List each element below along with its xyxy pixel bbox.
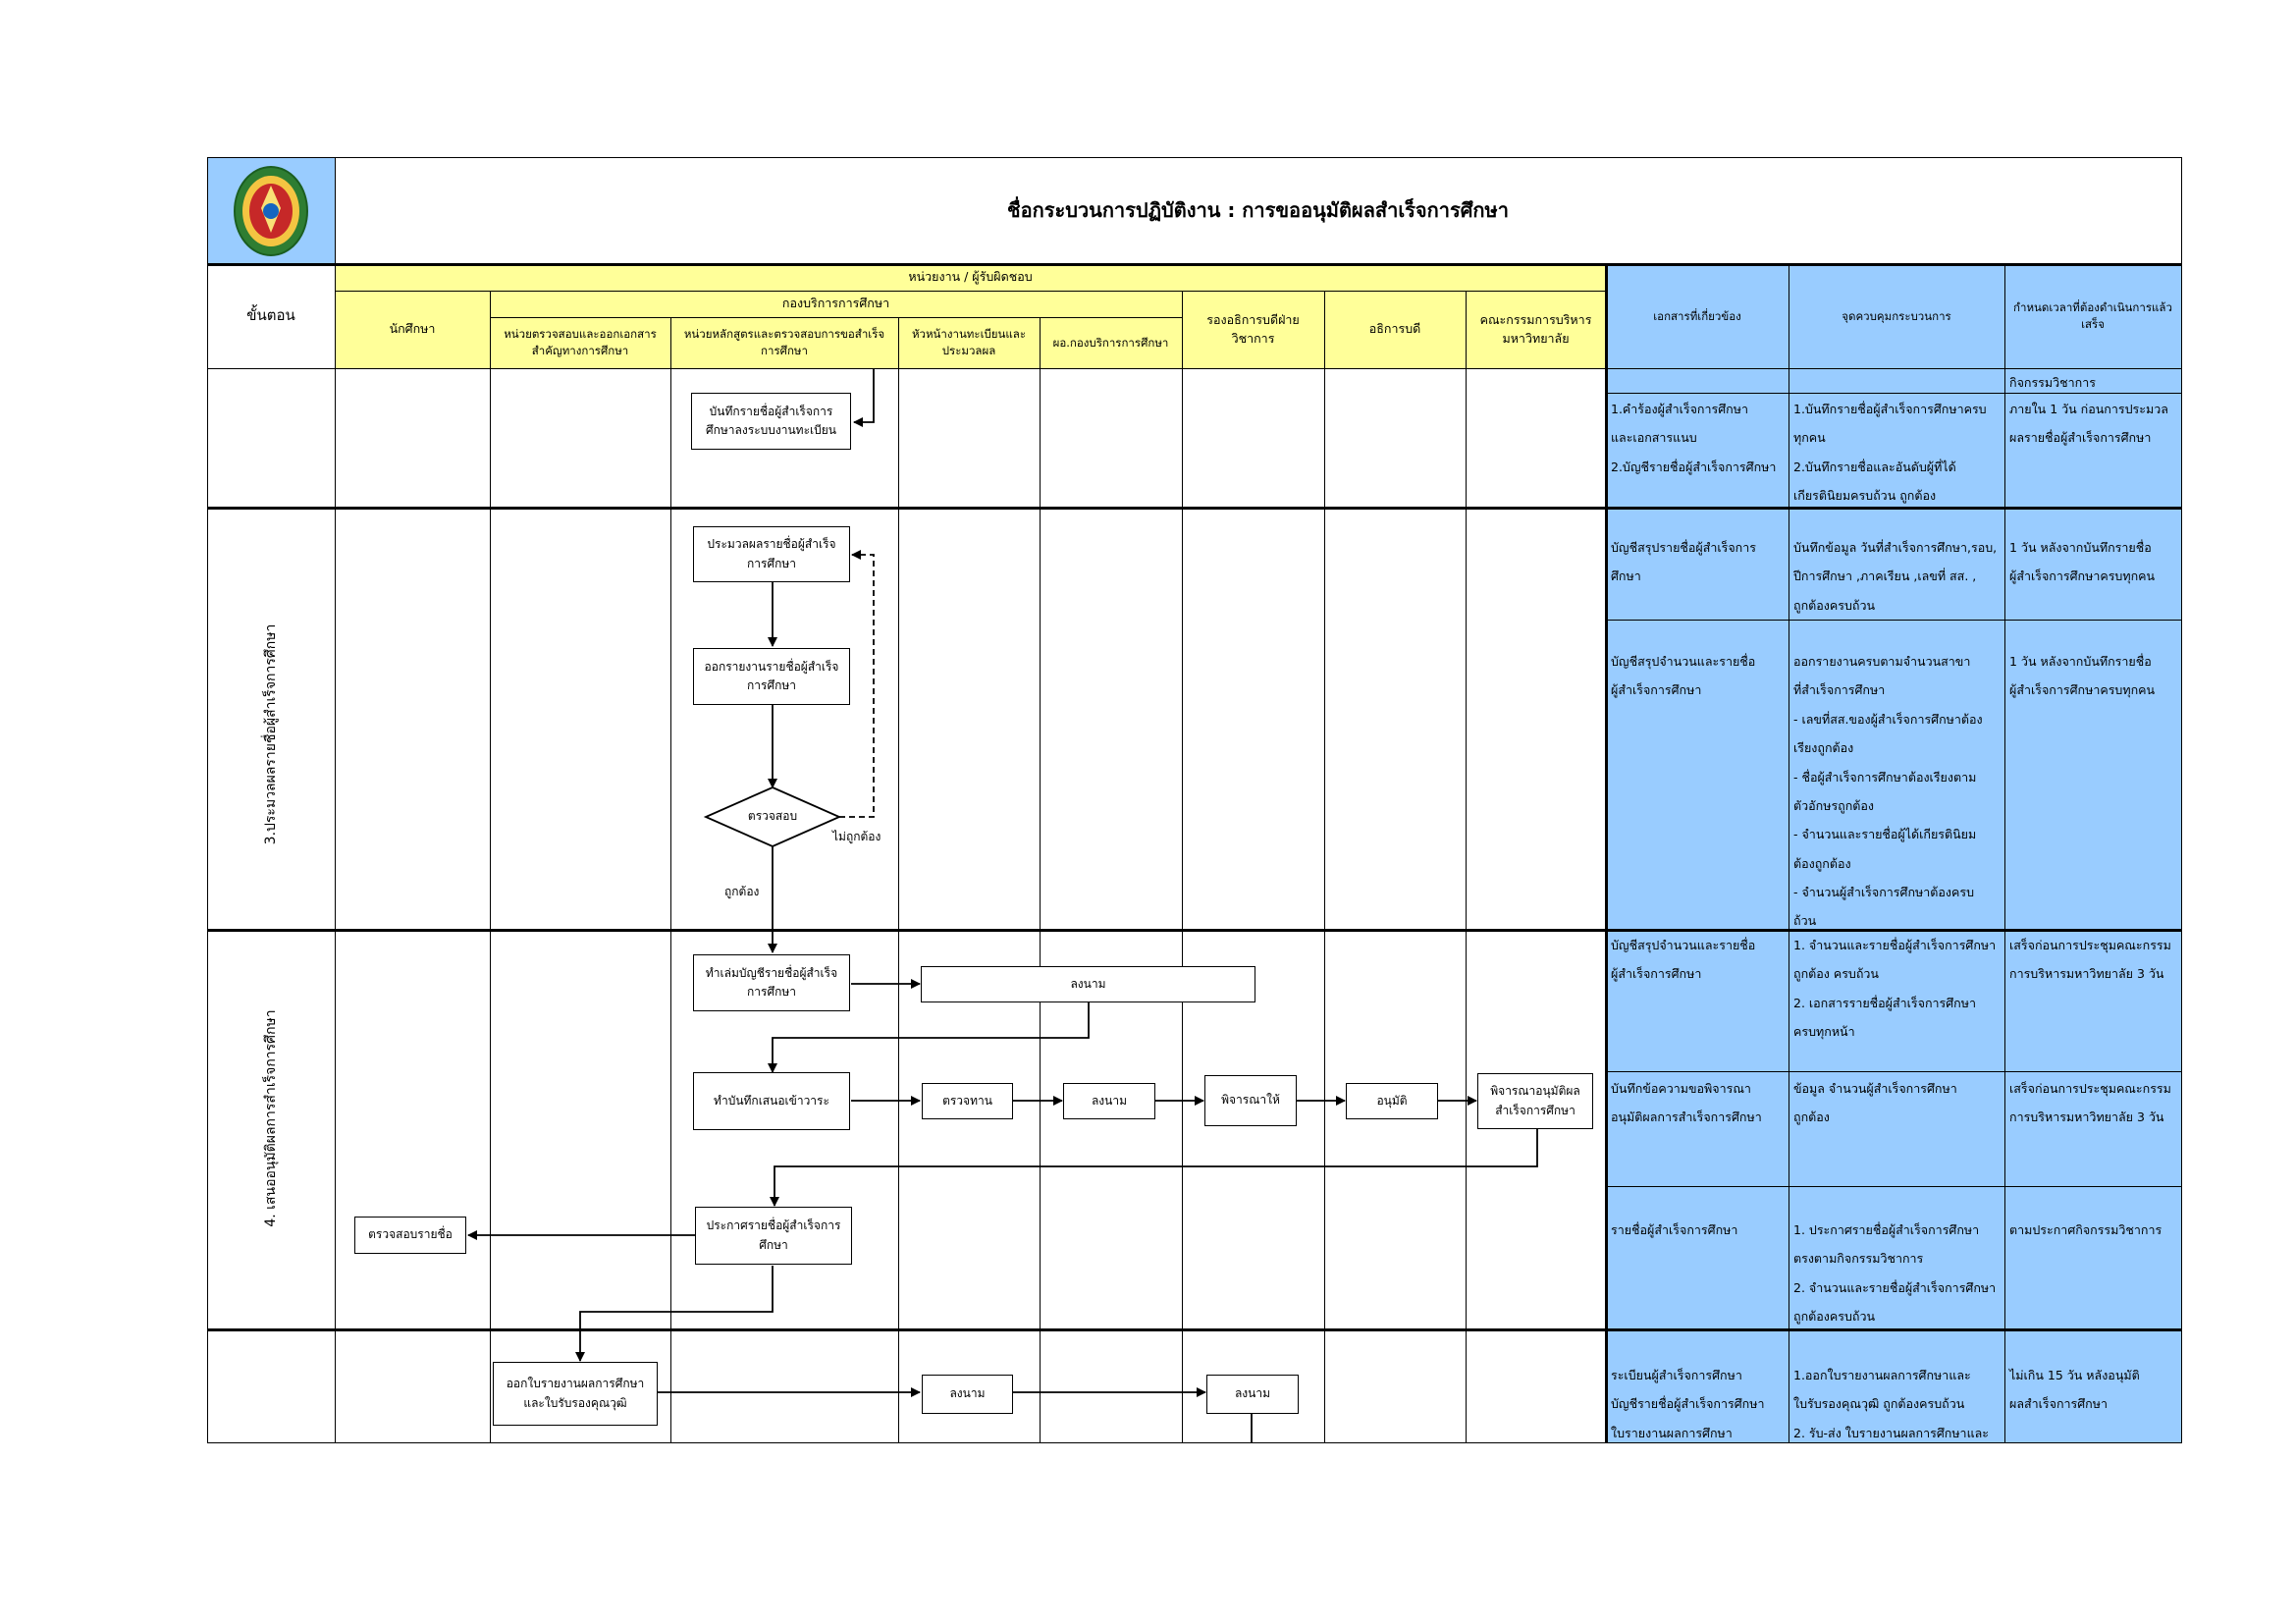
connector-sign1-to-memo [773,1001,1089,1072]
row2-time: 1 วัน หลังจากบันทึกรายชื่อ ผู้สำเร็จการศึกษาครบทุกคน [2009,540,2156,584]
step3-label: 3.ประมวลผลรายชื่อผู้สำเร็จการศึกษา [263,623,279,845]
row4-docs: บัญชีสรุปจำนวนและรายชื่อ ผู้สำเร็จการศึกษา [1611,938,1756,982]
connector-entry [854,368,874,422]
make-memo-box: ทำบันทึกเสนอเข้าวาระ [693,1072,850,1130]
row1-time: ภายใน 1 วัน ก่อนการประมวล ผลรายชื่อผู้สำเร็จการศึกษา [2009,402,2168,446]
topic-row-label: กิจกรรมวิชาการ [2009,375,2096,390]
row1-control: 1.บันทึกรายชื่อผู้สำเร็จการศึกษาครบ ทุกคน 2.บันทึกรายชื่อและอันดับผู้ที่ได้ เกียรตินิยมครบถ้วน ถูกต้อง [1793,402,1987,504]
issue-transcript-box: ออกใบรายงานผลการศึกษาและใบรับรองคุณวุฒิ [493,1362,658,1426]
col-sub-4-header: ผอ.กองบริการการศึกษา [1040,317,1182,368]
review-box: ตรวจทาน [922,1083,1013,1119]
sign-3-box: ลงนาม [922,1375,1013,1414]
approve-box: อนุมัติ [1346,1083,1438,1119]
col-vp-header: รองอธิการบดีฝ่ายวิชาการ [1182,291,1324,368]
row5-time: เสร็จก่อนการประชุมคณะกรรม การบริหารมหาวิทยาลัย 3 วัน [2009,1081,2171,1125]
row7-control: 1.ออกใบรายงานผลการศึกษาและ ใบรับรองคุณวุฒิ ถูกต้องครบถ้วน 2. รับ-ส่ง ใบรายงานผลการศึกษาและ [1793,1368,1990,1440]
row3-control: ออกรายงานครบตามจำนวนสาขา ที่สำเร็จการศึกษา - เลขที่สส.ของผู้สำเร็จการศึกษาต้อง เรียงถูกต้อง - ชื่อผู้สำเร็จการศึกษาต้องเรียงตาม ตัวอักษรถูกต้อง - จำนวนและรายชื่อผู้ได้เกียรตินิยม ต้องถูกต้อง - จำนวนผู้สำเร็จการศึกษาต้องครบ ถ้วน [1793,654,1983,929]
page-title: ชื่อกระบวนการปฏิบัติงาน : การขออนุมัติผลสำเร็จการศึกษา [1007,198,1509,222]
row2-docs: บัญชีสรุปรายชื่อผู้สำเร็จการ ศึกษา [1611,540,1756,584]
row7-docs: ระเบียนผู้สำเร็จการศึกษา บัญชีรายชื่อผู้สำเร็จการศึกษา ใบรายงานผลการศึกษา [1611,1368,1765,1440]
sign-1-box: ลงนาม [921,966,1255,1002]
consider-box: พิจารณาให้ [1204,1075,1297,1126]
issue-report-box: ออกรายงานรายชื่อผู้สำเร็จการศึกษา [693,648,850,705]
col-president-header: อธิการบดี [1324,291,1466,368]
col-step-header: ขั้นตอน [246,306,295,325]
row3-time: 1 วัน หลังจากบันทึกรายชื่อ ผู้สำเร็จการศึกษาครบทุกคน [2009,654,2156,698]
agency-group-header: หน่วยงาน / ผู้รับผิดชอบ [335,264,1606,291]
check-label: ตรวจสอบ [747,809,798,824]
sign-4-box: ลงนาม [1206,1375,1299,1414]
row7-time: ไม่เกิน 15 วัน หลังอนุมัติ ผลสำเร็จการศึกษา [2009,1368,2140,1412]
record-names-box: บันทึกรายชื่อผู้สำเร็จการศึกษาลงระบบงานทะเบียน [691,393,851,450]
col-student-header: นักศึกษา [335,291,490,368]
academic-services-header: กองบริการการศึกษา [490,291,1182,317]
row6-time: ตามประกาศกิจกรรมวิชาการ [2009,1222,2163,1237]
connector-announce-to-transcript [580,1266,773,1361]
row2-control: บันทึกข้อมูล วันที่สำเร็จการศึกษา,รอบ, ปีการศึกษา ,ภาคเรียน ,เลขที่ สส. , ถูกต้องครบถ้วน [1793,540,1998,613]
col-sub-3-header: หัวหน้างานทะเบียนและประมวลผล [898,317,1040,368]
row1-docs: 1.คำร้องผู้สำเร็จการศึกษา และเอกสารแนบ 2.บัญชีรายชื่อผู้สำเร็จการศึกษา [1611,402,1777,474]
row3-docs: บัญชีสรุปจำนวนและรายชื่อ ผู้สำเร็จการศึกษา [1611,654,1756,698]
step4-label: 4. เสนออนุมัติผลการสำเร็จการศึกษา [263,1009,279,1227]
connector-committee-to-announce [774,1129,1537,1206]
committee-consider-box: พิจารณาอนุมัติผลสำเร็จการศึกษา [1477,1073,1593,1129]
col-documents-header: เอกสารที่เกี่ยวข้อง [1606,264,1789,368]
row6-control: 1. ประกาศรายชื่อผู้สำเร็จการศึกษา ตรงตามกิจกรรมวิชาการ 2. จำนวนและรายชื่อผู้สำเร็จการศึกษา ถูกต้องครบถ้วน [1793,1222,1997,1325]
row4-time: เสร็จก่อนการประชุมคณะกรรม การบริหารมหาวิทยาลัย 3 วัน [2009,938,2171,982]
row6-docs: รายชื่อผู้สำเร็จการศึกษา [1611,1222,1738,1237]
col-time-header: กำหนดเวลาที่ต้องดำเนินการแล้วเสร็จ [2004,264,2181,368]
col-committee-header: คณะกรรมการบริหารมหาวิทยาลัย [1466,291,1606,368]
process-names-box: ประมวลผลรายชื่อผู้สำเร็จการศึกษา [693,526,850,582]
col-sub-2-header: หน่วยหลักสูตรและตรวจสอบการขอสำเร็จการศึกษา [670,317,898,368]
col-sub-1-header: หน่วยตรวจสอบและออกเอกสารสำคัญทางการศึกษา [490,317,670,368]
row4-control: 1. จำนวนและรายชื่อผู้สำเร็จการศึกษา ถูกต้อง ครบถ้วน 2. เอกสารรายชื่อผู้สำเร็จการศึกษา ครบทุกหน้า [1793,938,1997,1040]
announce-box: ประกาศรายชื่อผู้สำเร็จการศึกษา [695,1207,852,1265]
col-control-header: จุดควบคุมกระบวนการ [1789,264,2004,368]
make-list-book-box: ทำเล่มบัญชีรายชื่อผู้สำเร็จการศึกษา [693,954,850,1011]
row5-control: ข้อมูล จำนวนผู้สำเร็จการศึกษา ถูกต้อง [1793,1081,1957,1125]
row5-docs: บันทึกข้อความขอพิจารณา อนุมัติผลการสำเร็จการศึกษา [1611,1081,1762,1125]
verify-names-box: ตรวจสอบรายชื่อ [354,1217,466,1254]
sign-2-box: ลงนาม [1063,1083,1155,1119]
correct-label: ถูกต้อง [724,885,760,898]
not-correct-label: ไม่ถูกต้อง [832,830,881,843]
